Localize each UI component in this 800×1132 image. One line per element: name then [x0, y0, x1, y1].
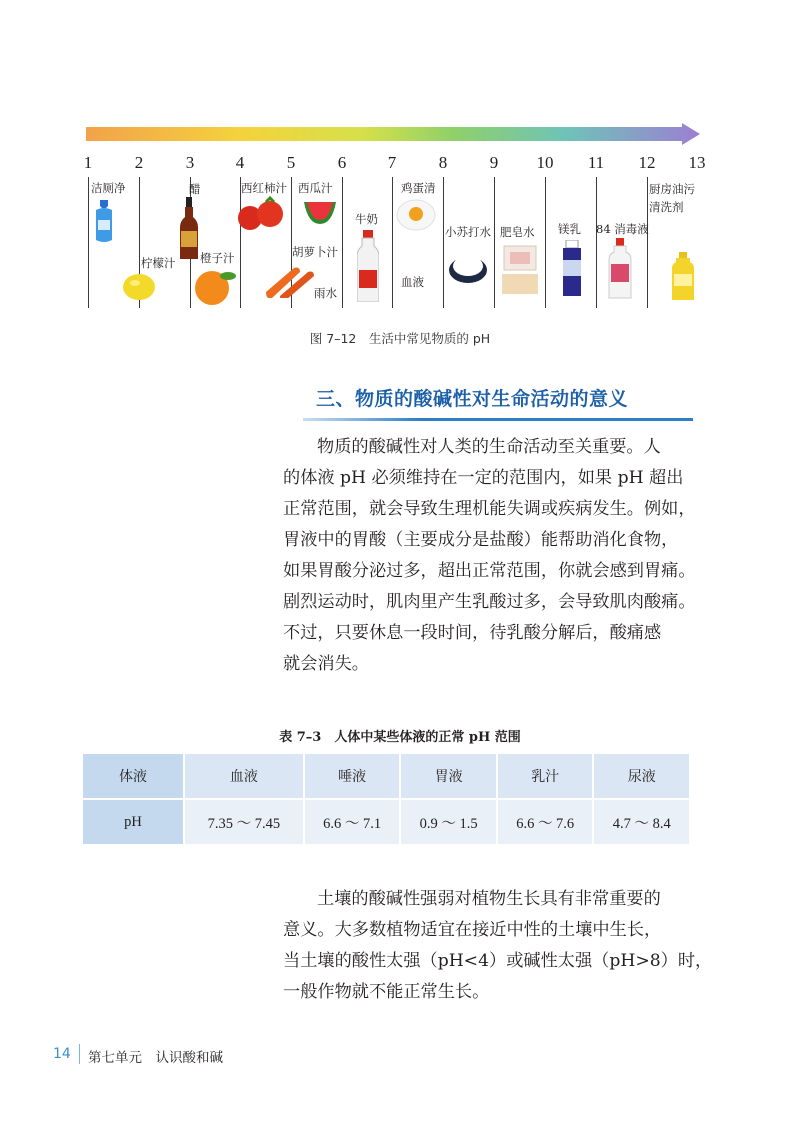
carrot-icon: [262, 258, 318, 298]
paragraph1-line: 的体液 pH 必须维持在一定的范围内，如果 pH 超出: [283, 468, 684, 488]
table-header-cell: 血液: [184, 754, 304, 799]
label-xueye: 血液: [401, 275, 424, 289]
vinegar-bottle-icon: [178, 197, 200, 261]
label-chufang-2: 清洗剂: [649, 200, 684, 214]
ph-range-table: [83, 754, 691, 846]
table-cell: 0.9 ～ 1.5: [400, 799, 497, 845]
label-yushui: 雨水: [314, 286, 337, 300]
tomato-icon: [236, 196, 286, 234]
label-meiru: 镁乳: [558, 222, 581, 236]
table-header-cell: 尿液: [593, 754, 690, 799]
ph-tick-5: 5: [286, 153, 296, 172]
table-header-cell: 体液: [83, 754, 184, 799]
ph-tick-9: 9: [489, 153, 499, 172]
label-xiguazhi: 西瓜汁: [298, 181, 333, 195]
ph-tick-8: 8: [438, 153, 448, 172]
figure-caption: 图 7–12 生活中常见物质的 pH: [309, 331, 491, 346]
ph-tick-3: 3: [185, 153, 195, 172]
label-jiechujing: 洁厕净: [91, 181, 126, 195]
label-xihongshizhi: 西红柿汁: [241, 181, 287, 195]
table-cell: 6.6 ～ 7.6: [497, 799, 594, 845]
label-niunai: 牛奶: [355, 212, 378, 226]
ph-divider: [545, 177, 546, 308]
label-jidanqing: 鸡蛋清: [401, 181, 436, 195]
heading-underline: [303, 418, 693, 421]
ph-divider: [88, 177, 89, 308]
paragraph1-line: 正常范围，就会导致生理机能失调或疾病发生。例如，: [283, 499, 696, 519]
paragraph1-line: 胃液中的胃酸（主要成分是盐酸）能帮助消化食物，: [283, 530, 679, 550]
ph-divider: [494, 177, 495, 308]
ph-divider: [443, 177, 444, 308]
paragraph1-line: 如果胃酸分泌过多，超出正常范围，你就会感到胃痛。: [283, 561, 696, 581]
label-chufang-1: 厨房油污: [649, 182, 695, 196]
table-cell: pH: [83, 799, 184, 845]
ph-tick-10: 10: [536, 153, 554, 172]
milk-bottle-icon: [357, 230, 379, 302]
page-number: 14: [53, 1046, 71, 1062]
ph-divider: [647, 177, 648, 308]
table-header-cell: 乳汁: [497, 754, 594, 799]
label-cu: 醋: [189, 182, 201, 196]
table-title: 表 7–3 人体中某些体液的正常 pH 范围: [279, 730, 521, 745]
egg-white-icon: [396, 198, 436, 232]
ph-divider: [596, 177, 597, 308]
paragraph2-line: 一般作物就不能正常生长。: [283, 982, 490, 1002]
paragraph1-line: 就会消失。: [283, 654, 369, 674]
table-header-cell: 唾液: [304, 754, 401, 799]
paragraph2-line: 当土壤的酸性太强（pH<4）或碱性太强（pH>8）时，: [283, 951, 713, 971]
orange-icon: [192, 266, 238, 306]
label-xiaosudashui: 小苏打水: [445, 225, 491, 239]
ph-tick-6: 6: [337, 153, 347, 172]
paragraph1-line: 物质的酸碱性对人类的生命活动至关重要。人: [317, 437, 661, 457]
label-feizaoshui: 肥皂水: [500, 225, 535, 239]
paragraph1-line: 剧烈运动时，肌肉里产生乳酸过多，会导致肌肉酸痛。: [283, 592, 696, 612]
toilet-cleaner-bottle-icon: [90, 198, 118, 244]
label-chengzizhi: 橙子汁: [200, 251, 235, 265]
kitchen-cleaner-bottle-icon: [672, 252, 694, 302]
ph-tick-12: 12: [638, 153, 656, 172]
paragraph2-line: 土壤的酸碱性强弱对植物生长具有非常重要的: [317, 889, 661, 909]
table-cell: 6.6 ～ 7.1: [304, 799, 401, 845]
table-header-row: [83, 754, 690, 799]
ph-divider: [342, 177, 343, 308]
ph-tick-1: 1: [83, 153, 93, 172]
paragraph2-line: 意义。大多数植物适宜在接近中性的土壤中生长，: [283, 920, 662, 940]
soap-icon: [500, 244, 540, 296]
table-row: [83, 799, 690, 845]
watermelon-icon: [302, 198, 338, 226]
baking-soda-icon: [448, 248, 488, 284]
ph-tick-2: 2: [134, 153, 144, 172]
footer-divider: [79, 1044, 80, 1064]
label-ningmengzhi: 柠檬汁: [141, 256, 176, 270]
section-heading: 三、物质的酸碱性对生命活动的意义: [316, 388, 629, 410]
label-huluobozhi: 胡萝卜汁: [292, 245, 338, 259]
table-cell: 4.7 ～ 8.4: [593, 799, 690, 845]
table-cell: 7.35 ～ 7.45: [184, 799, 304, 845]
ph-divider: [392, 177, 393, 308]
footer-unit-title: 第七单元 认识酸和碱: [88, 1050, 223, 1066]
label-xiaoduye: 84 消毒液: [596, 222, 649, 236]
ph-tick-11: 11: [587, 153, 605, 172]
ph-tick-13: 13: [688, 153, 706, 172]
disinfectant-bottle-icon: [608, 238, 632, 300]
paragraph1-line: 不过，只要休息一段时间，待乳酸分解后，酸痛感: [283, 623, 662, 643]
lemon-icon: [122, 272, 156, 302]
magnesia-bottle-icon: [560, 240, 584, 298]
ph-tick-4: 4: [235, 153, 245, 172]
ph-gradient-arrow: [86, 123, 706, 145]
table-header-cell: 胃液: [400, 754, 497, 799]
ph-tick-7: 7: [387, 153, 397, 172]
